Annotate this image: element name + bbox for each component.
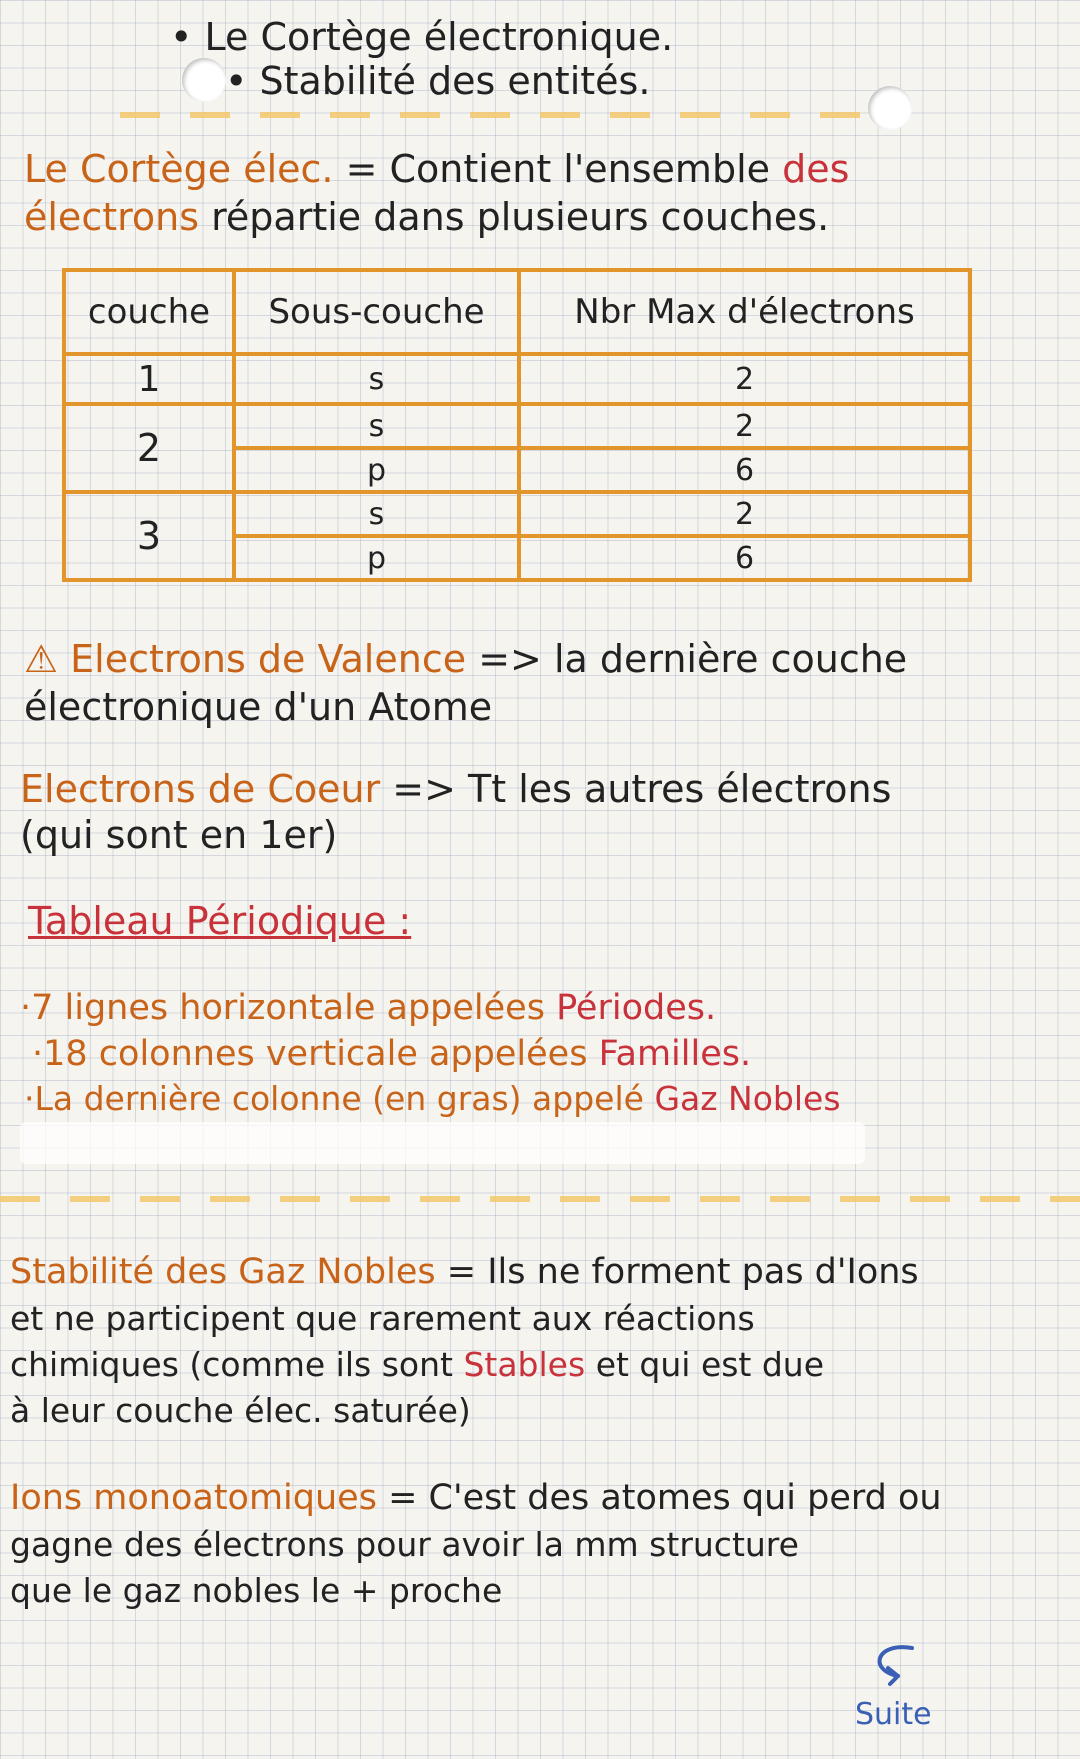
periodic-line-1-a: ·7 lignes horizontale appelées bbox=[20, 988, 545, 1028]
table-cell-sous: p bbox=[234, 536, 519, 580]
curved-arrow-icon bbox=[868, 1640, 924, 1690]
stabilite-line-1 bbox=[10, 1252, 919, 1292]
table-cell-couche: 2 bbox=[64, 404, 234, 492]
ions-line-1 bbox=[10, 1478, 942, 1518]
table-cell-max: 2 bbox=[519, 354, 970, 404]
table-cell-sous: p bbox=[234, 448, 519, 492]
table-header: couche bbox=[64, 270, 234, 354]
intro-des: des bbox=[782, 147, 850, 191]
table-row bbox=[64, 492, 970, 536]
table-cell-max: 2 bbox=[519, 404, 970, 448]
intro-rest: répartie dans plusieurs couches. bbox=[211, 195, 830, 239]
valence-line-1 bbox=[24, 638, 907, 682]
intro-electrons: électrons bbox=[24, 195, 200, 239]
coeur-def: => Tt les autres électrons bbox=[392, 767, 892, 811]
ions-term: Ions monoatomiques bbox=[10, 1478, 377, 1518]
coeur-line-2: (qui sont en 1er) bbox=[20, 813, 338, 857]
intro-line-2 bbox=[24, 196, 829, 240]
table-cell-couche: 3 bbox=[64, 492, 234, 580]
periodic-line-2 bbox=[32, 1034, 751, 1074]
stabilite-line-3-a: chimiques (comme ils sont bbox=[10, 1345, 453, 1384]
table-cell-sous: s bbox=[234, 404, 519, 448]
valence-line-2: électronique d'un Atome bbox=[24, 685, 493, 729]
table-row bbox=[64, 354, 970, 404]
periodic-line-3-a: ·La dernière colonne (en gras) appelé bbox=[24, 1079, 644, 1118]
punch-hole-right bbox=[868, 86, 912, 130]
intro-def: = Contient l'ensemble bbox=[345, 147, 771, 191]
ions-line-2: gagne des électrons pour avoir la mm structure bbox=[10, 1525, 799, 1564]
valence-def: => la dernière couche bbox=[478, 637, 908, 681]
stabilite-term: Stabilité des Gaz Nobles bbox=[10, 1252, 436, 1292]
stabilite-stables: Stables bbox=[463, 1345, 586, 1384]
table-header: Nbr Max d'électrons bbox=[519, 270, 970, 354]
title-line-2: • Stabilité des entités. bbox=[225, 59, 651, 103]
stabilite-line-2: et ne participent que rarement aux réactions bbox=[10, 1299, 755, 1338]
periodic-line-2-a: ·18 colonnes verticale appelées bbox=[32, 1034, 588, 1074]
title-line-1: • Le Cortège électronique. bbox=[170, 15, 674, 59]
table-cell-sous: s bbox=[234, 492, 519, 536]
table-cell-couche: 1 bbox=[64, 354, 234, 404]
shell-table bbox=[62, 268, 972, 582]
table-cell-max: 6 bbox=[519, 536, 970, 580]
table-header: Sous-couche bbox=[234, 270, 519, 354]
periodic-line-3 bbox=[24, 1080, 841, 1118]
periodic-line-2-b: Familles. bbox=[598, 1034, 752, 1074]
correction-tape bbox=[20, 1122, 865, 1164]
ions-line-3: que le gaz nobles le + proche bbox=[10, 1571, 503, 1610]
periodic-line-1-b: Périodes. bbox=[556, 988, 717, 1028]
stabilite-line-3-c: et qui est due bbox=[595, 1345, 825, 1384]
intro-line-1 bbox=[24, 148, 849, 192]
intro-term: Le Cortège élec. bbox=[24, 147, 334, 191]
ions-rest: = C'est des atomes qui perd ou bbox=[388, 1478, 942, 1518]
stabilite-line-4: à leur couche élec. saturée) bbox=[10, 1391, 471, 1430]
coeur-term: Electrons de Coeur bbox=[20, 767, 381, 811]
periodic-line-1 bbox=[20, 988, 716, 1028]
table-row bbox=[64, 404, 970, 448]
table-cell-max: 2 bbox=[519, 492, 970, 536]
suite-link[interactable]: Suite bbox=[855, 1697, 932, 1732]
divider-top bbox=[120, 112, 880, 118]
valence-term: ⚠ Electrons de Valence bbox=[24, 637, 467, 681]
stabilite-rest: = Ils ne forment pas d'Ions bbox=[446, 1252, 919, 1292]
periodic-line-3-b: Gaz Nobles bbox=[654, 1079, 841, 1118]
periodic-heading: Tableau Périodique : bbox=[28, 899, 412, 943]
table-cell-max: 6 bbox=[519, 448, 970, 492]
divider-middle bbox=[0, 1196, 1080, 1202]
stabilite-line-3 bbox=[10, 1346, 824, 1384]
table-cell-sous: s bbox=[234, 354, 519, 404]
table-header-row bbox=[64, 270, 970, 354]
punch-hole-left bbox=[182, 58, 226, 102]
coeur-line-1 bbox=[20, 768, 891, 812]
